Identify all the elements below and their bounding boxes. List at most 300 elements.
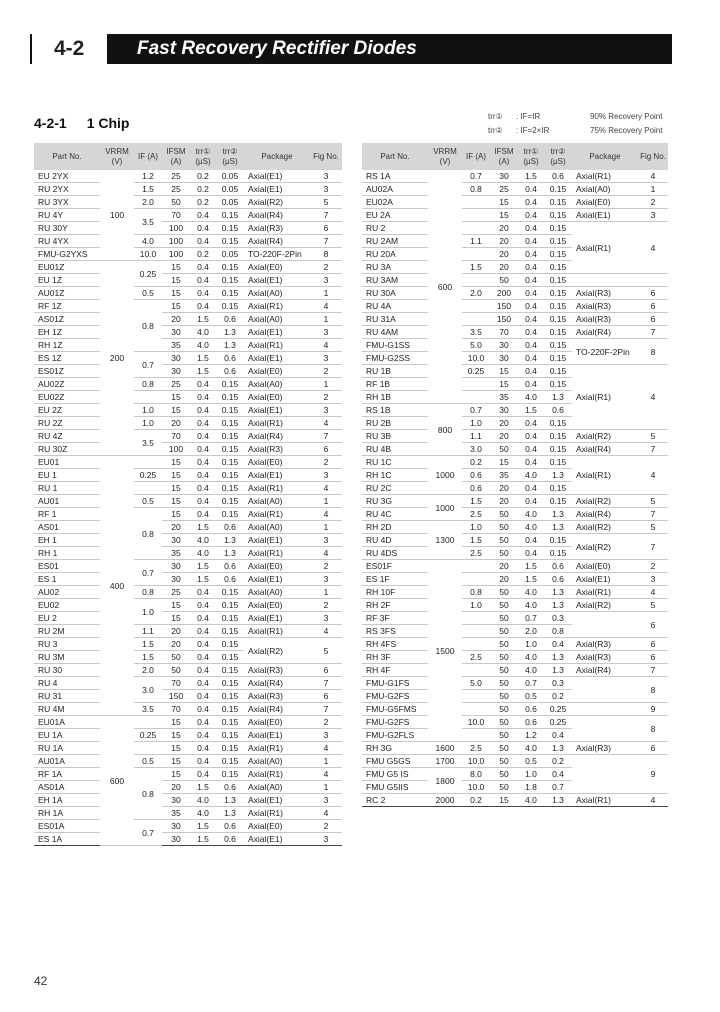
trr1-cell: 0.4 [518,326,544,339]
trr2-cell: 0.15 [216,274,244,287]
ifsm-cell: 15 [162,508,190,521]
diode-table-left [34,143,342,846]
package-cell: Axial(R1) [572,365,638,430]
table-row [362,183,668,196]
if-cell [462,573,490,586]
fig-cell: 1 [310,755,342,768]
package-cell: Axial(R3) [572,287,638,300]
legend-desc: 75% Recovery Point [590,126,663,135]
ifsm-cell: 30 [162,573,190,586]
trr2-cell: 0.15 [544,183,572,196]
trr1-cell: 4.0 [518,651,544,664]
package-cell [572,703,638,716]
trr2-cell: 0.6 [216,313,244,326]
table-row [34,430,342,443]
trr1-cell: 0.4 [518,547,544,560]
trr2-cell: 0.15 [216,729,244,742]
fig-cell: 1 [310,586,342,599]
package-cell: TO-220F-2Pin [244,248,310,261]
part-number: RU 1C [362,456,428,469]
ifsm-cell: 30 [162,352,190,365]
trr1-cell: 4.0 [518,664,544,677]
part-number: AS01 [34,521,100,534]
table-row [362,573,668,586]
trr2-cell: 0.15 [216,612,244,625]
trr1-cell: 0.4 [190,690,216,703]
ifsm-cell: 15 [162,716,190,729]
trr1-cell: 0.4 [518,183,544,196]
if-cell: 1.0 [134,404,162,417]
ifsm-cell: 150 [490,313,518,326]
trr2-cell: 0.15 [216,443,244,456]
fig-cell: 4 [310,807,342,820]
table-row [362,313,668,326]
trr2-cell: 0.4 [544,729,572,742]
part-number: AU02 [34,586,100,599]
table-body [34,170,342,846]
trr2-cell: 0.15 [544,248,572,261]
table-row [34,638,342,651]
part-number: EU 1 [34,469,100,482]
ifsm-cell: 50 [490,742,518,755]
trr2-cell: 0.15 [216,261,244,274]
trr2-cell: 0.15 [544,417,572,430]
trr1-cell: 0.4 [190,638,216,651]
package-cell: Axial(A0) [244,287,310,300]
part-number: AS01A [34,781,100,794]
if-cell: 1.0 [462,417,490,430]
trr2-cell: 0.15 [544,326,572,339]
fig-cell: 5 [638,430,668,443]
part-number: ES01A [34,820,100,833]
fig-cell: 9 [638,703,668,716]
part-number: RH 3F [362,651,428,664]
if-cell [134,391,162,404]
part-number: RU 3A [362,261,428,274]
vrrm-cell: 100 [100,170,134,261]
fig-cell: 3 [310,326,342,339]
part-number: EH 1Z [34,326,100,339]
table-row [34,755,342,768]
table-row [34,521,342,534]
trr2-cell: 0.05 [216,170,244,183]
ifsm-cell: 50 [490,274,518,287]
ifsm-cell: 15 [162,391,190,404]
part-number: RU 30Z [34,443,100,456]
ifsm-cell: 150 [162,690,190,703]
package-cell: Axial(R3) [244,664,310,677]
table-row [34,417,342,430]
if-cell: 1.1 [462,430,490,443]
table-row [34,729,342,742]
package-cell: Axial(E0) [244,716,310,729]
trr1-cell: 0.4 [190,651,216,664]
ifsm-cell: 50 [490,768,518,781]
package-cell: Axial(E1) [244,612,310,625]
if-cell: 0.7 [134,352,162,378]
trr2-cell: 1.3 [544,651,572,664]
trr1-cell: 1.5 [190,313,216,326]
trr2-cell: 0.15 [544,274,572,287]
trr1-cell: 4.0 [518,469,544,482]
if-cell: 0.8 [134,586,162,599]
part-number: RU 3YX [34,196,100,209]
ifsm-cell: 15 [490,378,518,391]
trr1-cell: 0.2 [190,196,216,209]
ifsm-cell: 15 [490,794,518,807]
table-row [362,300,668,313]
package-cell: Axial(R3) [572,638,638,651]
if-cell: 0.5 [134,495,162,508]
ifsm-cell: 100 [162,443,190,456]
table-row [362,742,668,755]
trr-legend [488,110,662,138]
trr2-cell: 0.15 [216,599,244,612]
part-number: RU 3B [362,430,428,443]
trr1-cell: 0.5 [518,690,544,703]
trr2-cell: 0.15 [544,209,572,222]
package-cell: Axial(R1) [572,222,638,274]
table-row [34,469,342,482]
trr2-cell: 0.15 [216,300,244,313]
fig-cell: 2 [310,391,342,404]
table-row [34,807,342,820]
part-number: RU 30A [362,287,428,300]
part-number: FMU G5IIS [362,781,428,794]
part-number: RU 2Z [34,417,100,430]
trr2-cell: 0.15 [544,365,572,378]
package-cell: Axial(R4) [244,703,310,716]
if-cell: 0.25 [134,261,162,287]
package-cell: Axial(R2) [572,521,638,534]
fig-cell: 2 [310,560,342,573]
if-cell: 0.6 [462,482,490,495]
legend-key: trr① [488,112,503,121]
table-row [34,625,342,638]
table-row [34,339,342,352]
if-cell: 3.5 [134,703,162,716]
trr2-cell: 1.3 [544,521,572,534]
trr2-cell: 0.15 [544,482,572,495]
if-cell: 0.25 [134,469,162,482]
package-cell: Axial(R1) [244,482,310,495]
column-header: trr② (µS) [216,143,244,170]
trr1-cell: 0.4 [190,469,216,482]
package-cell: TO-220F-2Pin [572,339,638,365]
fig-cell: 3 [310,794,342,807]
package-cell: Axial(R1) [244,417,310,430]
if-cell: 10.0 [462,352,490,365]
fig-cell: 7 [310,703,342,716]
package-cell [572,612,638,638]
trr1-cell: 1.2 [518,729,544,742]
trr2-cell: 0.8 [544,625,572,638]
trr1-cell: 0.4 [518,417,544,430]
if-cell: 0.8 [134,378,162,391]
part-number: ES 1A [34,833,100,846]
fig-cell: 3 [638,209,668,222]
table-row [34,222,342,235]
fig-cell: 4 [310,742,342,755]
ifsm-cell: 15 [162,755,190,768]
trr2-cell: 0.6 [216,781,244,794]
part-number: RU 3M [34,651,100,664]
table-row [34,573,342,586]
if-cell: 10.0 [462,755,490,768]
ifsm-cell: 70 [162,209,190,222]
trr1-cell: 0.4 [190,729,216,742]
fig-cell: 3 [310,352,342,365]
ifsm-cell: 20 [162,638,190,651]
table-row [362,638,668,651]
table-row [34,391,342,404]
trr1-cell: 4.0 [518,508,544,521]
ifsm-cell: 20 [490,482,518,495]
ifsm-cell: 30 [162,326,190,339]
ifsm-cell: 15 [162,469,190,482]
if-cell: 2.5 [462,508,490,521]
table-row [34,261,342,274]
trr1-cell: 0.4 [190,755,216,768]
if-cell [462,209,490,222]
if-cell: 10.0 [462,781,490,794]
part-number: RU 2AM [362,235,428,248]
trr1-cell: 1.5 [518,404,544,417]
page-number: 42 [34,974,48,988]
fig-cell: 2 [310,456,342,469]
package-cell: Axial(E0) [572,560,638,573]
trr1-cell: 1.0 [518,638,544,651]
package-cell: Axial(E0) [244,820,310,833]
ifsm-cell: 50 [490,716,518,729]
trr2-cell: 0.6 [544,560,572,573]
table-row [34,534,342,547]
trr2-cell: 0.4 [544,638,572,651]
trr1-cell: 4.0 [518,391,544,404]
package-cell: Axial(R1) [244,768,310,781]
ifsm-cell: 50 [490,534,518,547]
trr1-cell: 0.6 [518,716,544,729]
fig-cell: 4 [310,625,342,638]
fig-cell: 3 [310,170,342,183]
part-number: RS 3FS [362,625,428,638]
trr1-cell: 0.4 [190,443,216,456]
if-cell: 1.2 [134,170,162,183]
trr1-cell: 1.5 [190,833,216,846]
column-header: Part No. [34,143,100,170]
package-cell: Axial(R1) [572,456,638,495]
ifsm-cell: 30 [162,534,190,547]
trr1-cell: 0.4 [190,742,216,755]
ifsm-cell: 50 [490,729,518,742]
table-row [362,326,668,339]
ifsm-cell: 20 [490,261,518,274]
part-number: RH 3G [362,742,428,755]
trr1-cell: 4.0 [518,586,544,599]
fig-cell: 4 [310,339,342,352]
ifsm-cell: 15 [162,495,190,508]
ifsm-cell: 30 [162,365,190,378]
trr2-cell: 0.15 [216,716,244,729]
table-row [34,560,342,573]
part-number: RU 4 [34,677,100,690]
package-cell: Axial(R4) [572,664,638,677]
table-row [34,456,342,469]
trr2-cell: 0.15 [544,287,572,300]
trr1-cell: 0.4 [190,768,216,781]
package-cell: Axial(R4) [244,677,310,690]
column-header: VRRM (V) [100,143,134,170]
fig-cell: 6 [310,222,342,235]
package-cell: Axial(R1) [244,742,310,755]
trr1-cell: 0.7 [518,677,544,690]
trr2-cell: 0.15 [216,742,244,755]
package-cell: Axial(R1) [572,794,638,807]
if-cell [134,456,162,469]
column-header: IF (A) [462,143,490,170]
ifsm-cell: 20 [490,430,518,443]
package-cell: Axial(A0) [244,378,310,391]
fig-cell: 7 [638,534,668,560]
package-cell: Axial(R1) [244,508,310,521]
ifsm-cell: 50 [490,690,518,703]
if-cell [462,612,490,625]
trr2-cell: 0.6 [216,521,244,534]
package-cell: Axial(E0) [244,365,310,378]
package-cell: Axial(R2) [244,638,310,664]
fig-cell: 6 [310,664,342,677]
trr2-cell: 0.15 [216,404,244,417]
package-cell: Axial(A0) [244,495,310,508]
if-cell: 0.7 [134,820,162,846]
trr1-cell: 4.0 [518,599,544,612]
if-cell [462,729,490,742]
ifsm-cell: 20 [490,222,518,235]
fig-cell: 1 [310,521,342,534]
if-cell: 10.0 [134,248,162,261]
trr2-cell: 0.15 [544,300,572,313]
trr1-cell: 0.5 [518,755,544,768]
ifsm-cell: 15 [162,742,190,755]
part-number: RF 1 [34,508,100,521]
ifsm-cell: 15 [162,456,190,469]
if-cell: 0.25 [134,729,162,742]
fig-cell: 2 [310,261,342,274]
trr2-cell: 0.15 [544,378,572,391]
fig-cell: 3 [310,573,342,586]
fig-cell: 7 [638,508,668,521]
part-number: EU01Z [34,261,100,274]
table-row [34,326,342,339]
trr2-cell: 0.15 [544,313,572,326]
package-cell: Axial(E0) [244,599,310,612]
fig-cell: 3 [310,833,342,846]
ifsm-cell: 50 [490,612,518,625]
ifsm-cell: 15 [162,404,190,417]
fig-cell: 6 [638,742,668,755]
package-cell: Axial(R4) [572,508,638,521]
if-cell [462,625,490,638]
table-row [362,170,668,183]
part-number: RU 4C [362,508,428,521]
ifsm-cell: 20 [162,625,190,638]
ifsm-cell: 15 [162,599,190,612]
trr2-cell: 0.15 [216,677,244,690]
trr2-cell: 0.15 [216,638,244,651]
if-cell: 0.8 [462,586,490,599]
fig-cell: 4 [310,300,342,313]
if-cell: 0.5 [134,755,162,768]
table-row [362,222,668,235]
trr1-cell: 0.4 [518,430,544,443]
vrrm-cell: 1000 [428,456,462,495]
part-number: RH 10F [362,586,428,599]
column-header: Fig No. [638,143,668,170]
column-header: Fig No. [310,143,342,170]
part-number: RU 20A [362,248,428,261]
part-number: EU 1A [34,729,100,742]
fig-cell: 1 [310,313,342,326]
part-number: FMU G5 IS [362,768,428,781]
trr2-cell: 0.3 [544,677,572,690]
table-row [362,196,668,209]
ifsm-cell: 20 [490,560,518,573]
ifsm-cell: 15 [162,274,190,287]
table-header-row [34,143,342,170]
ifsm-cell: 70 [162,703,190,716]
trr1-cell: 4.0 [190,794,216,807]
part-number: RS 1A [362,170,428,183]
trr2-cell: 0.15 [544,222,572,235]
package-cell: Axial(E0) [572,196,638,209]
table-row [34,742,342,755]
trr2-cell: 0.15 [544,196,572,209]
trr1-cell: 0.4 [518,235,544,248]
trr2-cell: 0.15 [216,391,244,404]
package-cell: Axial(E0) [244,456,310,469]
trr1-cell: 0.4 [518,339,544,352]
trr2-cell: 0.15 [544,352,572,365]
if-cell [462,248,490,261]
if-cell [462,703,490,716]
trr2-cell: 0.15 [216,417,244,430]
fig-cell: 4 [638,456,668,495]
ifsm-cell: 25 [162,586,190,599]
trr1-cell: 0.4 [518,456,544,469]
fig-cell: 4 [310,768,342,781]
fig-cell: 3 [310,274,342,287]
if-cell [134,482,162,495]
ifsm-cell: 30 [490,404,518,417]
trr1-cell: 4.0 [190,326,216,339]
legend-desc: 90% Recovery Point [590,112,663,121]
if-cell: 8.0 [462,768,490,781]
trr1-cell: 0.4 [518,261,544,274]
table-row [362,755,668,768]
fig-cell: 6 [638,313,668,326]
trr2-cell: 0.15 [544,547,572,560]
ifsm-cell: 20 [490,235,518,248]
table-row [34,716,342,729]
part-number: RU 2 [362,222,428,235]
trr2-cell: 1.3 [544,469,572,482]
trr1-cell: 1.5 [518,170,544,183]
trr1-cell: 0.4 [518,196,544,209]
part-number: RU 1A [34,742,100,755]
trr1-cell: 1.5 [190,352,216,365]
trr2-cell: 1.3 [216,547,244,560]
if-cell: 1.5 [134,651,162,664]
